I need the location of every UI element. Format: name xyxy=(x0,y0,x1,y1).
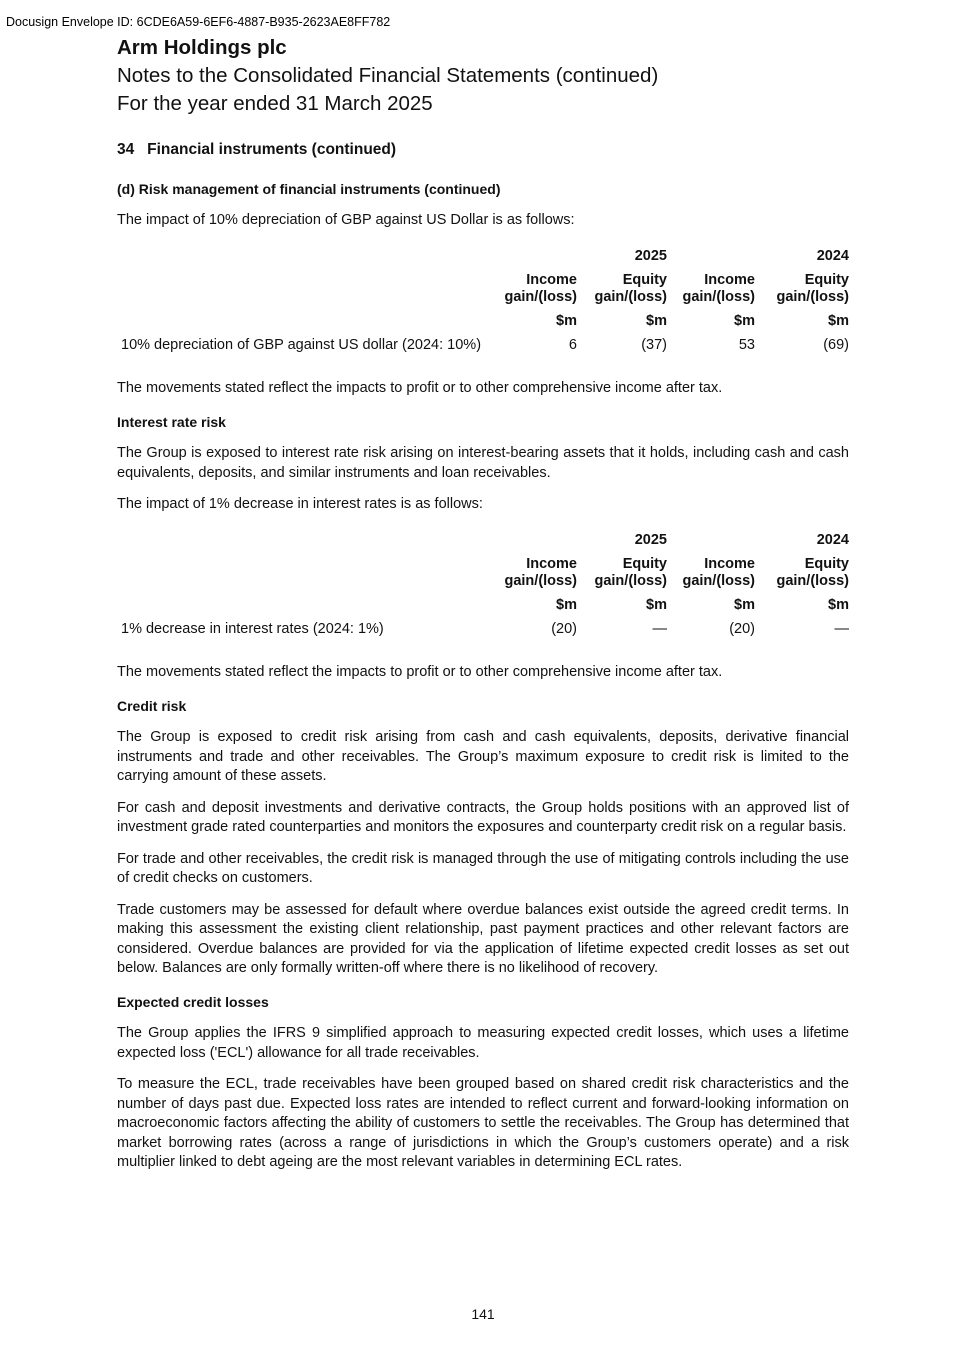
ecl-paragraph: The Group applies the IFRS 9 simplified approach to measuring expected credit losses, which uses a lifetime expected loss ('ECL') allowance for all trade receivables. xyxy=(117,1025,849,1061)
year-header: 2024 xyxy=(816,531,849,548)
column-header: Income gain/(loss) xyxy=(682,556,755,589)
table-cell: (37) xyxy=(641,336,667,353)
table-row xyxy=(117,620,851,640)
table-cell: (69) xyxy=(823,336,849,353)
gbp-note: The movements stated reflect the impacts to profit or to other comprehensive income after tax. xyxy=(117,380,723,396)
column-header: Equity gain/(loss) xyxy=(776,556,849,589)
period-subtitle: For the year ended 31 March 2025 xyxy=(117,92,433,115)
note-title: 34 Financial instruments (continued) xyxy=(117,141,397,158)
unit-header: $m xyxy=(734,597,755,613)
ecl-paragraph: To measure the ECL, trade receivables have been grouped based on shared credit risk characteristics and the number of days past due. Expected loss rates are intended to reflect current and forward-looking information on macroeconomic factors affecting the ability of customers to settle the receivables. The Group has determined that market borrowing rates (across a range of jurisdictions in which the Group’s customers operate) and a risk multiplier linked to debt ageing are the most relevant variables in determining ECL rates. xyxy=(117,1076,849,1170)
row-label: 10% depreciation of GBP against US dollar (2024: 10%) xyxy=(121,336,482,353)
credit-paragraph: The Group is exposed to credit risk arising from cash and cash equivalents, deposits, derivative financial instruments and trade and other receivables. The Group’s maximum exposure to credit risk is limited to the carrying amount of these assets. xyxy=(117,729,849,784)
table-row xyxy=(117,531,851,557)
section-title: (d) Risk management of financial instruments (continued) xyxy=(117,180,501,197)
column-header: Income gain/(loss) xyxy=(682,272,755,305)
table-row xyxy=(117,556,851,590)
unit-header: $m xyxy=(556,597,577,613)
table-cell: — xyxy=(652,620,667,637)
unit-header: $m xyxy=(556,313,577,329)
column-header: Equity gain/(loss) xyxy=(776,272,849,305)
page-content xyxy=(117,34,849,1173)
unit-header: $m xyxy=(828,597,849,613)
table-cell: 6 xyxy=(568,336,577,353)
gbp-sensitivity-table xyxy=(117,247,851,356)
credit-paragraph: Trade customers may be assessed for default where overdue balances exist outside the agreed credit terms. In making this assessment the existing client relationship, past payment practices and other relevant factors are considered. Overdue balances are provided for via the application of lifetime expected credit losses as set out below. Balances are only formally written-off where there is no likelihood of recovery. xyxy=(117,901,849,976)
unit-header: $m xyxy=(734,313,755,329)
year-header: 2025 xyxy=(634,247,667,264)
unit-header: $m xyxy=(828,313,849,329)
table-cell: (20) xyxy=(551,620,577,637)
table-row xyxy=(117,336,851,356)
column-header: Equity gain/(loss) xyxy=(594,556,667,589)
ecl-heading: Expected credit losses xyxy=(117,993,269,1010)
column-header: Income gain/(loss) xyxy=(504,272,577,305)
interest-intro: The impact of 1% decrease in interest rates is as follows: xyxy=(117,496,483,512)
table-row xyxy=(117,590,851,620)
year-header: 2025 xyxy=(634,531,667,548)
interest-note: The movements stated reflect the impacts to profit or to other comprehensive income after tax. xyxy=(117,664,723,680)
unit-header: $m xyxy=(646,597,667,613)
credit-paragraph: For trade and other receivables, the credit risk is managed through the use of mitigating controls including the use of credit checks on customers. xyxy=(117,850,849,886)
table-row xyxy=(117,247,851,273)
row-label: 1% decrease in interest rates (2024: 1%) xyxy=(121,620,384,637)
statement-subtitle: Notes to the Consolidated Financial Statements (continued) xyxy=(117,64,659,87)
interest-sensitivity-table xyxy=(117,531,851,640)
interest-heading: Interest rate risk xyxy=(117,413,226,430)
table-row xyxy=(117,272,851,306)
page-number: 141 xyxy=(471,1306,495,1322)
gbp-intro: The impact of 10% depreciation of GBP against US Dollar is as follows: xyxy=(117,212,575,228)
company-name: Arm Holdings plc xyxy=(117,36,287,59)
column-header: Equity gain/(loss) xyxy=(594,272,667,305)
table-cell: (20) xyxy=(729,620,755,637)
year-header: 2024 xyxy=(816,247,849,264)
credit-paragraph: For cash and deposit investments and derivative contracts, the Group holds positions with an approved list of investment grade rated counterparties and monitors the exposures and counterparty credit risk on a regular basis. xyxy=(117,799,849,835)
unit-header: $m xyxy=(646,313,667,329)
column-header: Income gain/(loss) xyxy=(504,556,577,589)
interest-paragraph: The Group is exposed to interest rate risk arising on interest-bearing assets that it holds, including cash and cash equivalents, deposits, and similar instruments and loan receivables. xyxy=(117,445,849,481)
table-row xyxy=(117,306,851,336)
table-cell: — xyxy=(834,620,849,637)
table-cell: 53 xyxy=(738,336,755,353)
credit-heading: Credit risk xyxy=(117,697,187,714)
envelope-id: Docusign Envelope ID: 6CDE6A59-6EF6-4887-B935-2623AE8FF782 xyxy=(6,15,391,29)
